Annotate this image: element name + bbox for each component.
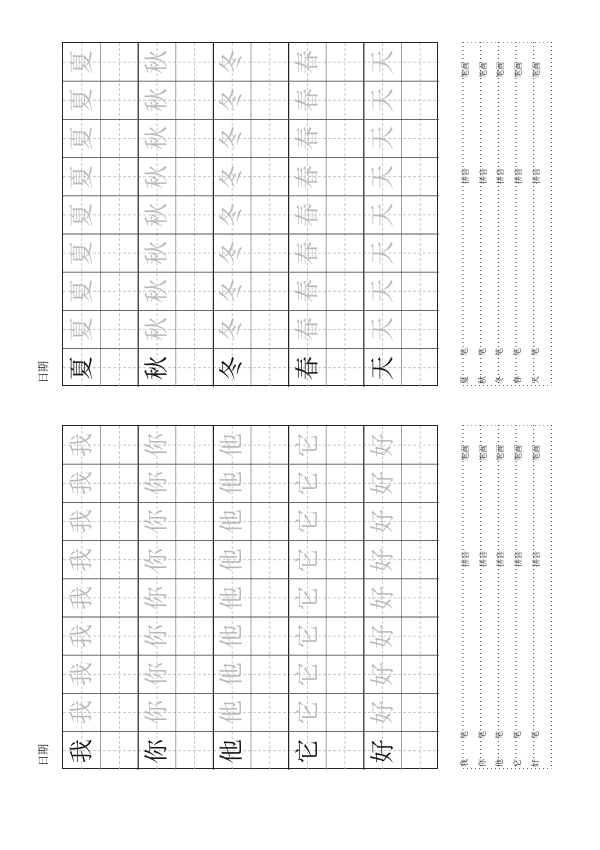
model-character: 夏	[67, 355, 96, 380]
trace-character: 它	[293, 509, 322, 534]
info-strokes-label: 笔画	[496, 62, 506, 78]
trace-character: 我	[67, 547, 96, 572]
info-character: 我	[460, 758, 469, 767]
trace-character: 天	[368, 202, 397, 227]
info-stroke-short: 笔	[477, 730, 487, 739]
trace-character: 你	[142, 624, 171, 649]
trace-character: 春	[293, 126, 322, 151]
trace-character: 你	[142, 547, 171, 572]
trace-character: 冬	[218, 241, 247, 266]
trace-character: 秋	[142, 88, 171, 113]
model-character: 他	[218, 738, 247, 763]
info-stroke-short: 笔	[495, 730, 505, 739]
trace-character: 你	[142, 662, 171, 687]
trace-character: 春	[293, 50, 322, 75]
practice-grid	[62, 425, 438, 769]
info-pinyin-label: 拼音	[514, 550, 524, 567]
trace-character: 你	[142, 700, 171, 725]
trace-character: 夏	[67, 317, 96, 342]
info-strokes-label: 笔画	[496, 445, 506, 461]
info-pinyin-label: 拼音	[478, 167, 488, 184]
date-label: 日期	[37, 743, 50, 766]
trace-character: 秋	[142, 126, 171, 151]
trace-character: 好	[368, 433, 397, 458]
trace-character: 夏	[67, 88, 96, 113]
trace-character: 天	[368, 50, 397, 75]
info-dotted-lines	[453, 425, 552, 769]
model-character: 我	[67, 738, 96, 763]
trace-character: 好	[368, 700, 397, 725]
info-pinyin-label: 拼音	[496, 550, 506, 567]
trace-character: 冬	[218, 88, 247, 113]
info-strokes-label: 笔画	[461, 445, 470, 461]
info-dotted-lines	[453, 42, 552, 386]
trace-character: 它	[293, 471, 322, 496]
info-stroke-short: 笔	[530, 730, 540, 739]
model-character: 天	[368, 355, 397, 380]
trace-character: 夏	[67, 164, 96, 189]
trace-character: 天	[368, 317, 397, 342]
trace-character: 他	[218, 585, 247, 610]
info-panel	[453, 425, 552, 769]
info-pinyin-label: 拼音	[531, 167, 541, 184]
trace-character: 秋	[142, 202, 171, 227]
info-pinyin-label: 拼音	[461, 550, 470, 567]
trace-character: 好	[368, 624, 397, 649]
trace-character: 它	[293, 547, 322, 572]
model-character: 春	[293, 355, 322, 380]
trace-character: 秋	[142, 241, 171, 266]
trace-character: 我	[67, 662, 96, 687]
trace-character: 春	[293, 279, 322, 304]
info-character: 春	[513, 375, 523, 384]
info-character: 天	[530, 375, 540, 384]
info-strokes-label: 笔画	[514, 62, 524, 78]
trace-character: 我	[67, 433, 96, 458]
trace-character: 冬	[218, 279, 247, 304]
trace-character: 天	[368, 279, 397, 304]
info-pinyin-label: 拼音	[514, 167, 524, 184]
trace-character: 春	[293, 241, 322, 266]
trace-character: 冬	[218, 50, 247, 75]
trace-character: 夏	[67, 50, 96, 75]
model-character: 冬	[218, 355, 247, 380]
info-strokes-label: 笔画	[514, 445, 524, 461]
info-stroke-short: 笔	[460, 730, 469, 739]
trace-character: 秋	[142, 317, 171, 342]
date-label: 日期	[37, 360, 50, 383]
info-strokes-label: 笔画	[531, 62, 541, 78]
info-strokes-label: 笔画	[478, 62, 488, 78]
trace-character: 你	[142, 509, 171, 534]
trace-character: 他	[218, 624, 247, 649]
trace-character: 他	[218, 509, 247, 534]
info-strokes-label: 笔画	[461, 62, 470, 78]
trace-character: 天	[368, 88, 397, 113]
trace-character: 它	[293, 624, 322, 649]
trace-character: 我	[67, 700, 96, 725]
model-character: 它	[293, 738, 322, 763]
info-stroke-short: 笔	[530, 347, 540, 356]
info-stroke-short: 笔	[513, 730, 523, 739]
trace-character: 秋	[142, 164, 171, 189]
trace-character: 夏	[67, 126, 96, 151]
info-stroke-short: 笔	[513, 347, 523, 356]
trace-character: 他	[218, 433, 247, 458]
trace-character: 你	[142, 433, 171, 458]
trace-character: 好	[368, 662, 397, 687]
trace-character: 好	[368, 509, 397, 534]
info-character: 它	[513, 758, 523, 767]
trace-character: 它	[293, 433, 322, 458]
info-pinyin-label: 拼音	[531, 550, 541, 567]
model-character: 你	[142, 738, 171, 763]
trace-character: 夏	[67, 279, 96, 304]
trace-character: 他	[218, 547, 247, 572]
trace-character: 好	[368, 547, 397, 572]
trace-character: 我	[67, 585, 96, 610]
info-panel	[453, 42, 552, 386]
info-character: 夏	[460, 375, 469, 384]
trace-character: 好	[368, 471, 397, 496]
info-character: 他	[495, 758, 505, 767]
practice-grid	[62, 42, 438, 386]
trace-character: 它	[293, 585, 322, 610]
trace-character: 我	[67, 471, 96, 496]
trace-character: 春	[293, 88, 322, 113]
trace-character: 他	[218, 471, 247, 496]
info-strokes-label: 笔画	[531, 445, 541, 461]
trace-character: 天	[368, 126, 397, 151]
info-stroke-short: 笔	[495, 347, 505, 356]
info-character: 好	[530, 758, 540, 767]
trace-character: 秋	[142, 50, 171, 75]
trace-character: 它	[293, 662, 322, 687]
model-character: 好	[368, 738, 397, 763]
info-character: 冬	[495, 375, 505, 384]
trace-character: 秋	[142, 279, 171, 304]
info-character: 你	[477, 758, 487, 767]
trace-character: 我	[67, 624, 96, 649]
trace-character: 春	[293, 164, 322, 189]
info-character: 秋	[477, 375, 487, 384]
trace-character: 冬	[218, 126, 247, 151]
trace-character: 你	[142, 471, 171, 496]
info-strokes-label: 笔画	[478, 445, 488, 461]
trace-character: 他	[218, 700, 247, 725]
info-pinyin-label: 拼音	[461, 167, 470, 184]
info-stroke-short: 笔	[460, 347, 469, 356]
trace-character: 夏	[67, 202, 96, 227]
trace-character: 春	[293, 202, 322, 227]
trace-character: 它	[293, 700, 322, 725]
trace-character: 好	[368, 585, 397, 610]
trace-character: 冬	[218, 317, 247, 342]
trace-character: 夏	[67, 241, 96, 266]
trace-character: 冬	[218, 164, 247, 189]
trace-character: 天	[368, 164, 397, 189]
trace-character: 冬	[218, 202, 247, 227]
trace-character: 我	[67, 509, 96, 534]
trace-character: 他	[218, 662, 247, 687]
trace-character: 春	[293, 317, 322, 342]
trace-character: 天	[368, 241, 397, 266]
trace-character: 你	[142, 585, 171, 610]
info-stroke-short: 笔	[477, 347, 487, 356]
info-pinyin-label: 拼音	[496, 167, 506, 184]
info-pinyin-label: 拼音	[478, 550, 488, 567]
model-character: 秋	[142, 355, 171, 380]
